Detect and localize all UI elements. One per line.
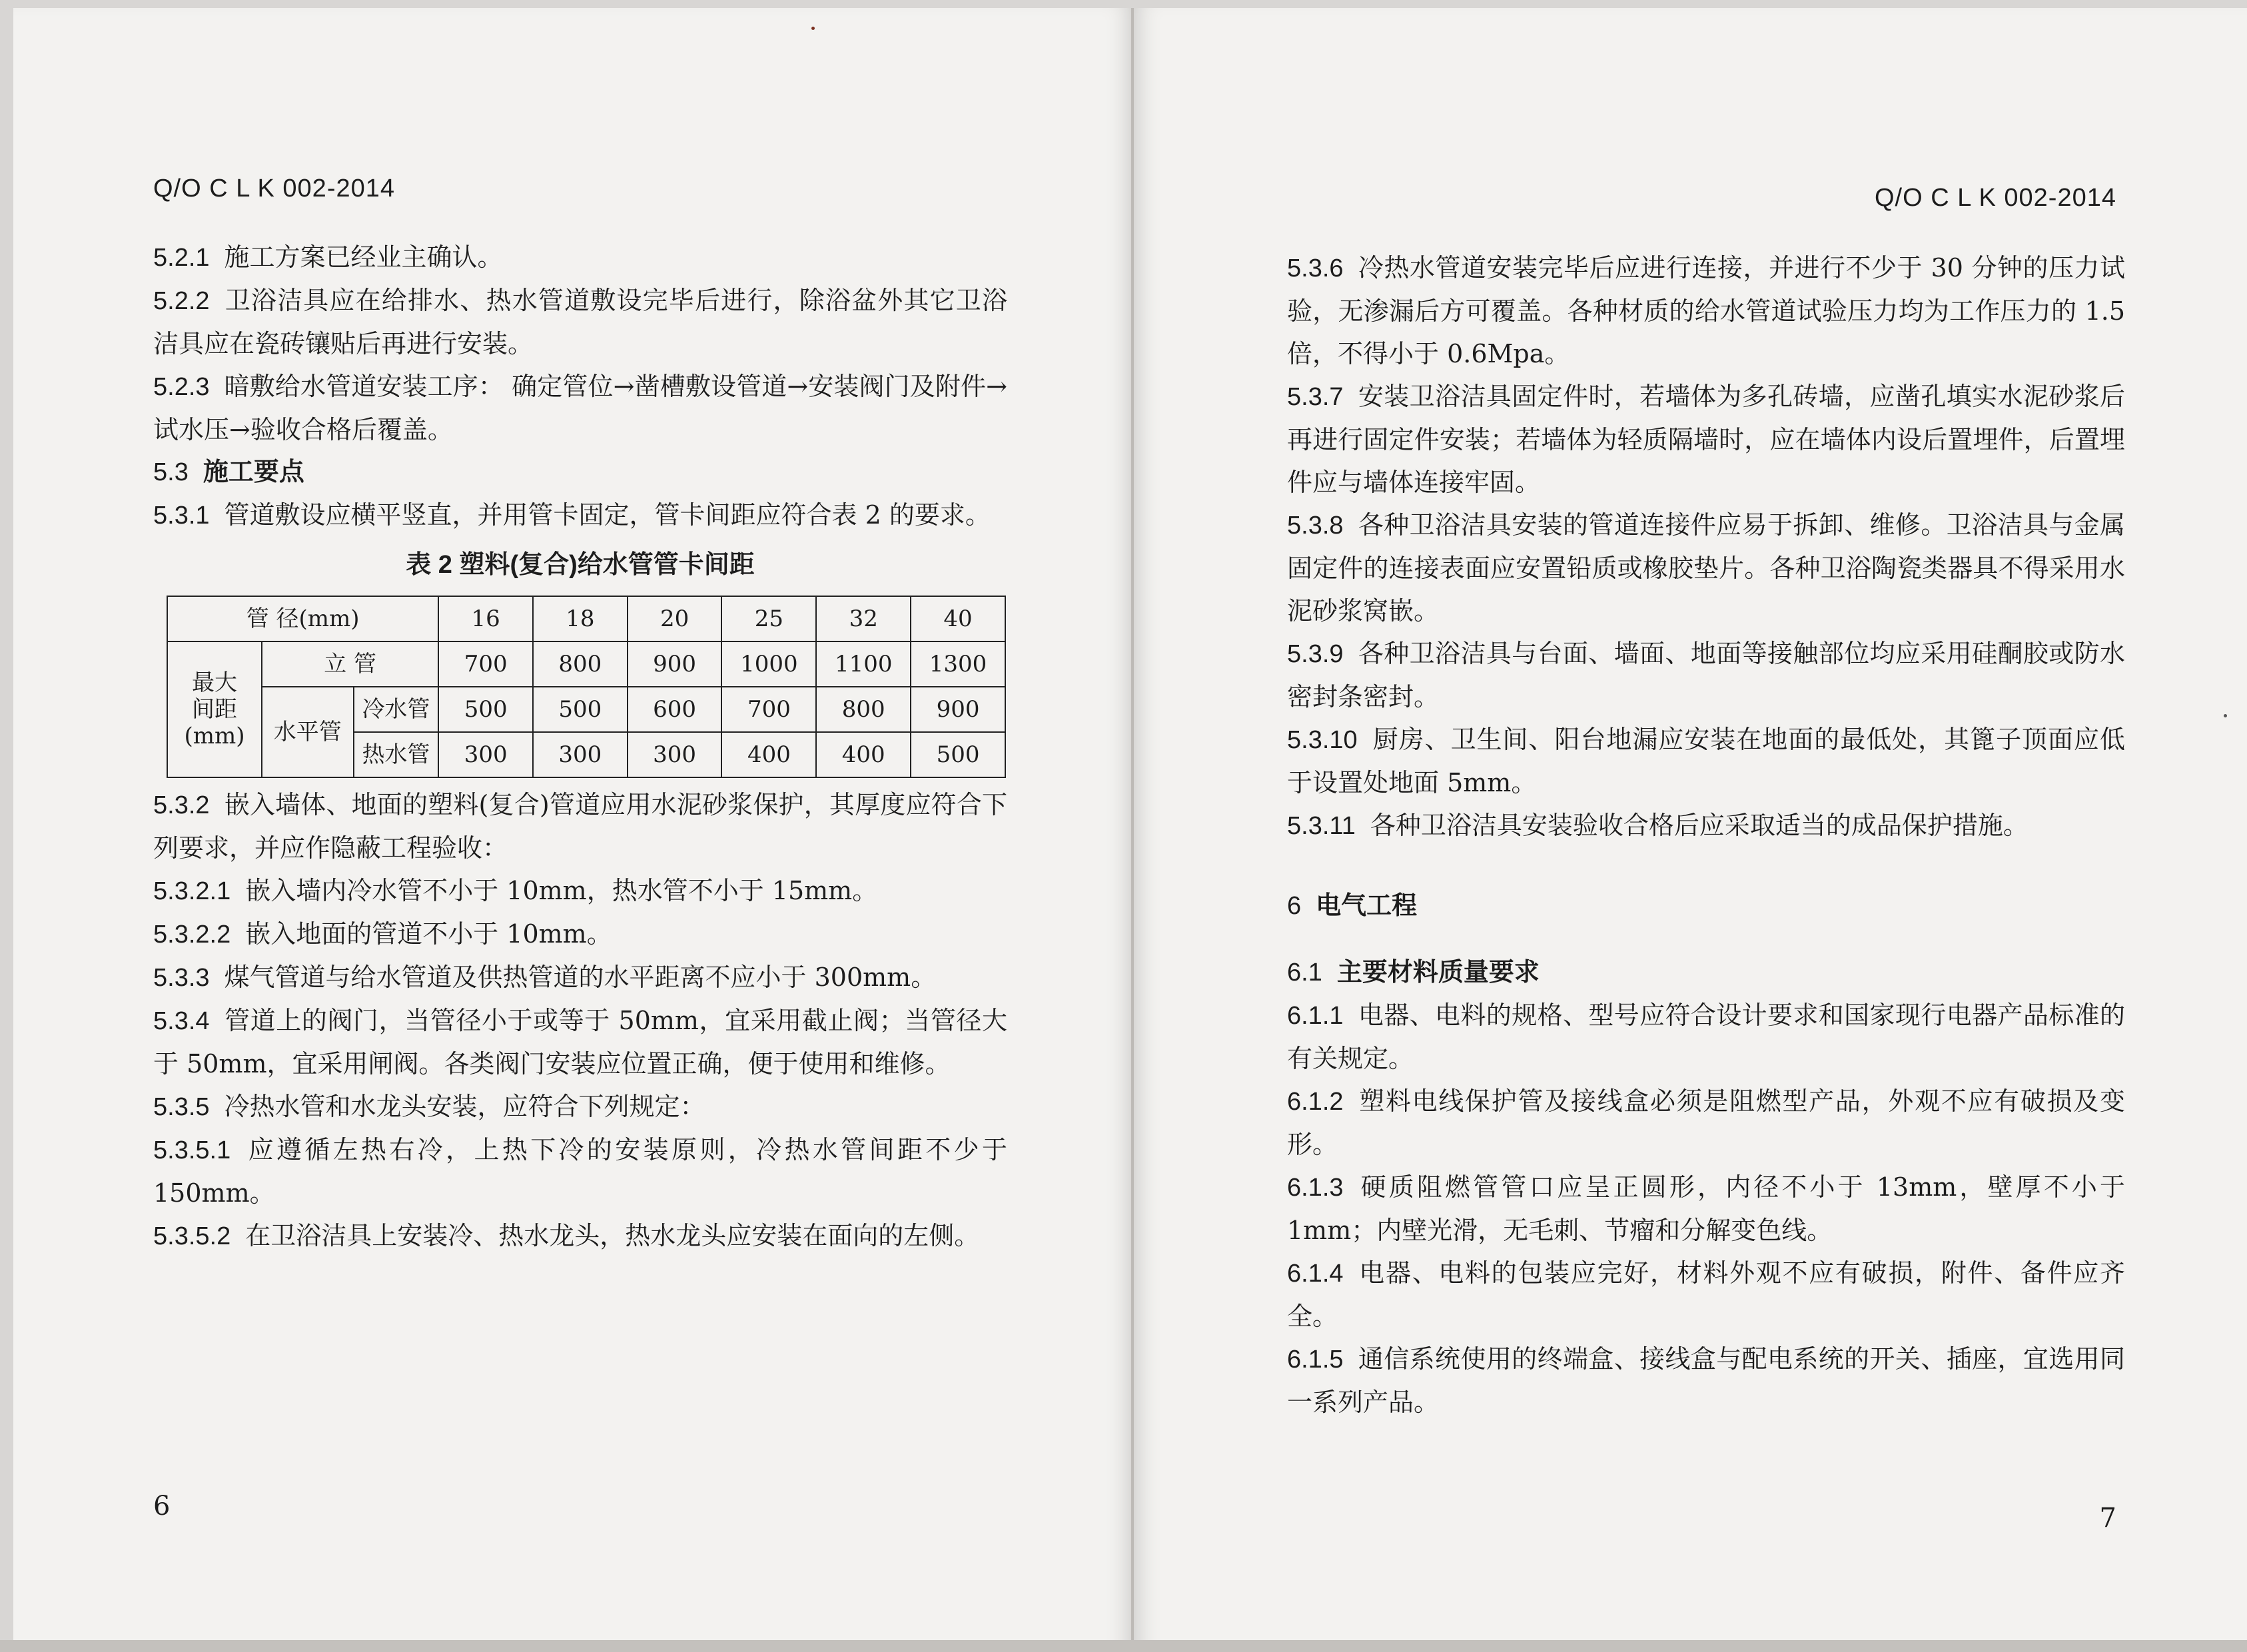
- row-label: 冷水管: [354, 687, 439, 732]
- section-heading: [153, 451, 1007, 494]
- clause-text: 电器、电料的包装应完好，材料外观不应有破损，附件、备件应齐全。: [1287, 1258, 2125, 1331]
- clause-text: 应遵循左热右冷，上热下冷的安装原则，冷热水管间距不少于 150mm。: [153, 1135, 1007, 1208]
- clause-number: 5.3.2.2: [153, 921, 231, 949]
- table-cell: 16: [438, 596, 533, 641]
- clause-number: 5.3.2.1: [153, 877, 231, 905]
- right-page-number: 7: [2099, 1503, 2116, 1533]
- clause-number: 5.2.2: [153, 287, 210, 315]
- right-page: [1134, 8, 2247, 1652]
- right-paragraphs-top: [1287, 246, 2125, 847]
- paragraph: [153, 1214, 1007, 1258]
- left-page-header: Q/O C L K 002-2014: [153, 175, 396, 203]
- clause-number: 6.1.1: [1287, 1002, 1344, 1030]
- table-cell: 40: [911, 596, 1005, 641]
- chapter-heading: [1287, 885, 2125, 927]
- left-paragraphs-before-table: [153, 236, 1007, 537]
- clause-text: 各种卫浴洁具与台面、墙面、地面等接触部位均应采用硅酮胶或防水密封条密封。: [1287, 639, 2125, 711]
- clause-text: 电器、电料的规格、型号应符合设计要求和国家现行电器产品标准的有关规定。: [1287, 1001, 2125, 1073]
- paragraph: [153, 913, 1007, 956]
- clause-number: 6.1: [1287, 959, 1322, 987]
- clause-text: 厨房、卫生间、阳台地漏应安装在地面的最低处，其篦子顶面应低于设置处地面 5mm。: [1287, 725, 2125, 797]
- paragraph: [153, 1085, 1007, 1128]
- paragraph: [153, 365, 1007, 451]
- left-paragraphs-after-table: [153, 783, 1007, 1258]
- paragraph: [1287, 1338, 2125, 1424]
- paragraph: [1287, 718, 2125, 804]
- clause-text: 塑料电线保护管及接线盒必须是阻燃型产品，外观不应有破损及变形。: [1287, 1086, 2125, 1159]
- clause-number: 5.3.5.1: [153, 1136, 231, 1164]
- paragraph: [153, 956, 1007, 999]
- table-header-label: 管 径(mm): [167, 596, 438, 641]
- table-cell: 400: [721, 732, 816, 777]
- clause-text: 安装卫浴洁具固定件时，若墙体为多孔砖墙，应凿孔填实水泥砂浆后再进行固定件安装；若墙体为轻质隔墙时，应在墙体内设后置埋件，后置埋件应与墙体连接牢固。: [1287, 382, 2125, 497]
- clause-number: 5.3.5.2: [153, 1222, 231, 1250]
- table-cell: 500: [911, 732, 1005, 777]
- paragraph: [1287, 246, 2125, 375]
- paragraph: [1287, 1080, 2125, 1166]
- clause-text: 管道上的阀门，当管径小于或等于 50mm，宜采用截止阀；当管径大于 50mm，宜采用闸阀。各类阀门安装应位置正确，便于使用和维修。: [153, 1006, 1007, 1078]
- paragraph: [1287, 504, 2125, 632]
- chapter-title: 电气工程: [1316, 892, 1418, 920]
- left-page: [13, 8, 1134, 1652]
- paragraph: [153, 494, 1007, 537]
- clause-number: 5.3.5: [153, 1093, 210, 1121]
- clause-text: 嵌入墙体、地面的塑料(复合)管道应用水泥砂浆保护，其厚度应符合下列要求，并应作隐蔽工程验收：: [153, 790, 1007, 863]
- table-caption: 表 2 塑料(复合)给水管管卡间距: [406, 551, 755, 579]
- row-label: 热水管: [354, 732, 439, 777]
- table-cell: 300: [438, 732, 533, 777]
- clause-text: 冷热水管和水龙头安装，应符合下列规定：: [224, 1092, 705, 1121]
- paragraph: [1287, 804, 2125, 847]
- table-cell: 800: [533, 641, 628, 687]
- clause-text: 在卫浴洁具上安装冷、热水龙头，热水龙头应安装在面向的左侧。: [245, 1221, 980, 1250]
- table-cell: 500: [533, 687, 628, 732]
- paragraph: [1287, 994, 2125, 1080]
- table-cell: 1300: [911, 641, 1005, 687]
- table-cell: 25: [721, 596, 816, 641]
- section-spacer: [1287, 847, 2125, 885]
- clause-text: 嵌入地面的管道不小于 10mm。: [245, 919, 612, 949]
- table-cell: 700: [721, 687, 816, 732]
- clause-number: 5.2.1: [153, 244, 210, 272]
- clause-text: 施工方案已经业主确认。: [224, 242, 503, 272]
- table-cell: 800: [816, 687, 911, 732]
- table-cell: 20: [628, 596, 722, 641]
- paragraph: [153, 279, 1007, 365]
- paragraph: [1287, 632, 2125, 718]
- table-cell: 1000: [721, 641, 816, 687]
- clause-text: 管道敷设应横平竖直，并用管卡固定，管卡间距应符合表 2 的要求。: [224, 500, 991, 530]
- row-group-label: 最大间距(mm): [167, 641, 262, 777]
- table-row-cold: [167, 687, 1005, 732]
- clause-text: 煤气管道与给水管道及供热管道的水平距离不应小于 300mm。: [224, 963, 937, 992]
- left-page-number: 6: [153, 1491, 171, 1521]
- clause-text: 主要材料质量要求: [1336, 959, 1540, 987]
- table-cell: 700: [438, 641, 533, 687]
- table-cell: 400: [816, 732, 911, 777]
- clause-number: 6.1.4: [1287, 1260, 1344, 1288]
- table-cell: 18: [533, 596, 628, 641]
- right-paragraphs-bottom: [1287, 994, 2125, 1424]
- table-cell: 300: [628, 732, 722, 777]
- clause-number: 5.3.6: [1287, 254, 1344, 282]
- clause-text: 冷热水管道安装完毕后应进行连接，并进行不少于 30 分钟的压力试验，无渗漏后方可覆盖。各种材质的给水管道试验压力均为工作压力的 1.5 倍，不得小于 0.6Mpa。: [1287, 253, 2125, 368]
- paragraph: [1287, 375, 2125, 504]
- scan-bottom-edge: [0, 1640, 2247, 1652]
- paragraph: [1287, 1252, 2125, 1338]
- clause-number: 5.3.7: [1287, 383, 1344, 411]
- print-speck: [811, 27, 815, 30]
- table-cell: 600: [628, 687, 722, 732]
- clause-number: 5.3.9: [1287, 640, 1344, 668]
- clause-number: 5.2.3: [153, 373, 210, 401]
- table-cell: 500: [438, 687, 533, 732]
- clause-number: 5.3.8: [1287, 512, 1344, 540]
- print-speck: [2224, 714, 2227, 717]
- clause-text: 通信系统使用的终端盒、接线盒与配电系统的开关、插座，宜选用同一系列产品。: [1287, 1344, 2125, 1417]
- paragraph: [153, 999, 1007, 1085]
- clause-number: 5.3.11: [1287, 812, 1356, 840]
- clause-text: 嵌入墙内冷水管不小于 10mm，热水管不小于 15mm。: [245, 876, 878, 905]
- table-row-vertical: [167, 641, 1005, 687]
- clause-text: 各种卫浴洁具安装验收合格后应采取适当的成品保护措施。: [1370, 811, 2028, 840]
- clause-number: 6.1.5: [1287, 1346, 1344, 1374]
- clause-text: 各种卫浴洁具安装的管道连接件应易于拆卸、维修。卫浴洁具与金属固定件的连接表面应安置铅质或橡胶垫片。各种卫浴陶瓷类器具不得采用水泥砂浆窝嵌。: [1287, 510, 2125, 625]
- clause-number: 5.3.1: [153, 502, 210, 530]
- table-cell: 300: [533, 732, 628, 777]
- row-label: 立 管: [262, 641, 438, 687]
- pipe-clamp-spacing-table: [167, 596, 1006, 778]
- clause-number: 5.3.2: [153, 791, 210, 819]
- left-page-content: [153, 236, 1007, 1258]
- table-cell: 1100: [816, 641, 911, 687]
- clause-text: 暗敷给水管道安装工序： 确定管位→凿槽敷设管道→安装阀门及附件→试水压→验收合格后覆盖。: [153, 372, 1007, 444]
- clause-number: 6.1.3: [1287, 1174, 1344, 1202]
- paragraph: [153, 236, 1007, 279]
- chapter-number: 6: [1287, 892, 1302, 920]
- clause-number: 6.1.2: [1287, 1088, 1344, 1116]
- table-header-row: [167, 596, 1005, 641]
- table-cell: 900: [628, 641, 722, 687]
- paragraph: [153, 783, 1007, 869]
- row-label: 水平管: [262, 687, 354, 777]
- section-heading: [1287, 951, 2125, 994]
- paragraph: [153, 869, 1007, 913]
- clause-text: 卫浴洁具应在给排水、热水管道敷设完毕后进行，除浴盆外其它卫浴洁具应在瓷砖镶贴后再进行安装。: [153, 286, 1007, 358]
- clause-number: 5.3.3: [153, 964, 210, 992]
- clause-number: 5.3.4: [153, 1007, 210, 1035]
- table-cell: 32: [816, 596, 911, 641]
- paragraph: [153, 1128, 1007, 1214]
- clause-number: 5.3.10: [1287, 726, 1358, 754]
- right-page-content: [1287, 246, 2125, 1424]
- clause-text: 硬质阻燃管管口应呈正圆形，内径不小于 13mm，壁厚不小于 1mm；内壁光滑，无毛刺、节瘤和分解变色线。: [1287, 1172, 2125, 1245]
- paragraph: [1287, 1166, 2125, 1252]
- right-page-header: Q/O C L K 002-2014: [1874, 184, 2116, 212]
- section-spacer: [1287, 927, 2125, 951]
- table-cell: 900: [911, 687, 1005, 732]
- clause-text: 施工要点: [203, 458, 304, 486]
- clause-number: 5.3: [153, 458, 189, 486]
